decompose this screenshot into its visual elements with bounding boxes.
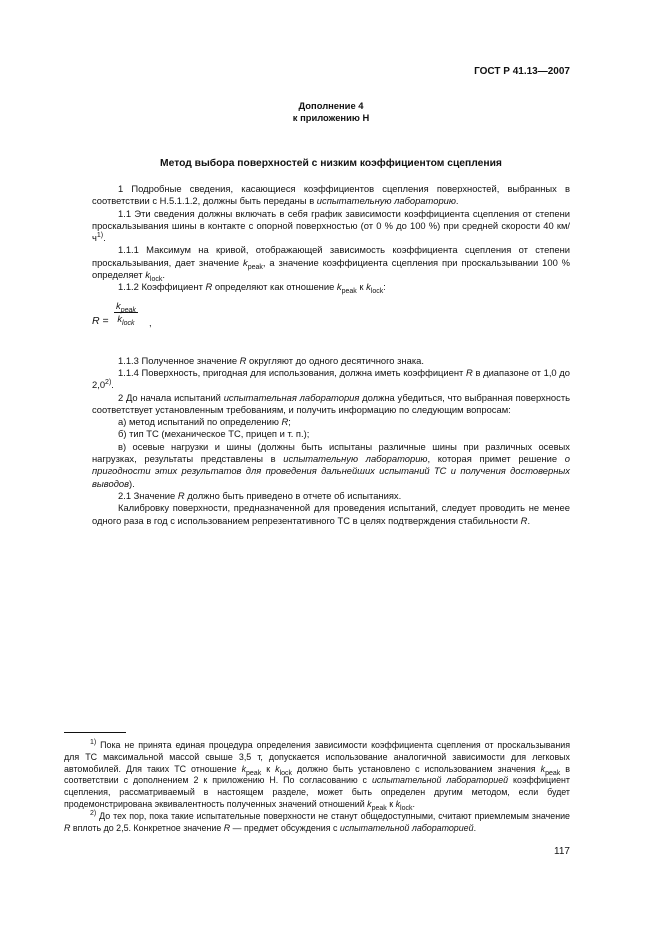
paragraph-2-1: 2.1 Значение R должно быть приведено в отчете об испытаниях. xyxy=(118,489,402,501)
supplement-heading xyxy=(92,100,570,124)
section-title: Метод выбора поверхностей с низким коэффициентом сцепления xyxy=(160,158,502,169)
body-text xyxy=(92,183,570,527)
formula-numerator: $k_{peak}$ xyxy=(116,299,136,314)
footnote-1: $^{1)}$ Пока не принята единая процедура определения зависимости коэффициента сцепления от проскальзывания для ТС максимальной массой свыше 3,5 т, допускается использование аналогичной зависимости для легковых автомобилей. Для таких ТС отношение $k_{peak}$ к $k_{lock}$ должно быть установлено с использованием значения $k_{peak}$ в соответствии с дополнением 2 к приложению Н. По согласованию с испытательной лабораторией коэффициент сцепления, рассматриваемый в настоящем разделе, может быть определен другим методом, если будет продемонстрирована эквивалентность полученных значений отношений $k_{peak}$ к $k_{lock}$. xyxy=(64,739,570,812)
footnote-2: $^{2)}$ До тех пор, пока такие испытательные поверхности не станут общедоступными, считают приемлемым значение R вплоть до 2,5. Конкретное значение R — предмет обсуждения с испытательной лабораторией. xyxy=(64,809,570,833)
formula-lhs: R = xyxy=(92,314,109,327)
supplement-line-2: к приложению Н xyxy=(292,112,370,123)
footnotes xyxy=(64,740,570,834)
supplement-line-1: Дополнение 4 xyxy=(298,100,364,111)
page-number: 117 xyxy=(554,846,570,857)
paragraph-1-1-4: 1.1.4 Поверхность, пригодная для использования, должна иметь коэффициент R в диапазоне от 1,0 до 2,0$^{2)}$. xyxy=(92,366,570,391)
formula-comma: , xyxy=(149,316,152,328)
formula-denominator: $k_{lock}$ xyxy=(117,312,135,327)
ratio-formula xyxy=(92,300,570,350)
paragraph-1-1: 1.1 Эти сведения должны включать в себя график зависимости коэффициента сцепления от степени проскальзывания шины в контакте с опорной поверхностью (от 0 % до 100 %) при средней скорости 40 $км/ч^{1)}$. xyxy=(92,207,570,244)
footnote-divider xyxy=(64,732,126,733)
list-item-c: в) осевые нагрузки и шины (должны быть испытаны различные шины при различных осевых нагрузках, результаты представлены в испытательную лабораторию, которая примет решение о пригодности этих результатов для проведения дальнейших испытаний ТС и получения достоверных выводов). xyxy=(92,440,570,489)
paragraph-1-1-3: 1.1.3 Полученное значение R округляют до одного десятичного знака. xyxy=(118,354,424,366)
paragraph-1: 1 Подробные сведения, касающиеся коэффициентов сцепления поверхностей, выбранных в соответствии с Н.5.1.1.2, должны быть переданы в испытательную лабораторию. xyxy=(92,183,570,207)
paragraph-2: 2 До начала испытаний испытательная лаборатория должна убедиться, что выбранная поверхность соответствует установленным требованиям, и получить информацию по следующим вопросам: xyxy=(92,391,571,415)
paragraph-calibration: Калибровку поверхности, предназначенной для проведения испытаний, следует проводить не менее одного раза в год с использованием репрезентативного ТС в целях подтверждения стабильности R. xyxy=(92,502,570,526)
formula-fraction xyxy=(114,300,138,326)
paragraph-1-1-1: 1.1.1 Максимум на кривой, отображающей зависимость коэффициента сцепления от степени проскальзывания, дает значение $k_{peak}$, а значение коэффициента сцепления при проскальзывании 100 % определяет $k_{lock}$. xyxy=(92,244,571,283)
paragraph-1-1-2: 1.1.2 Коэффициент R определяют как отношение $k_{peak}$ к $k_{lock}$: xyxy=(118,281,386,296)
standard-header: ГОСТ Р 41.13—2007 xyxy=(474,66,570,77)
list-item-b: б) тип ТС (механическое ТС, прицеп и т. п.); xyxy=(118,428,310,440)
list-item-a: а) метод испытаний по определению R; xyxy=(118,416,291,428)
